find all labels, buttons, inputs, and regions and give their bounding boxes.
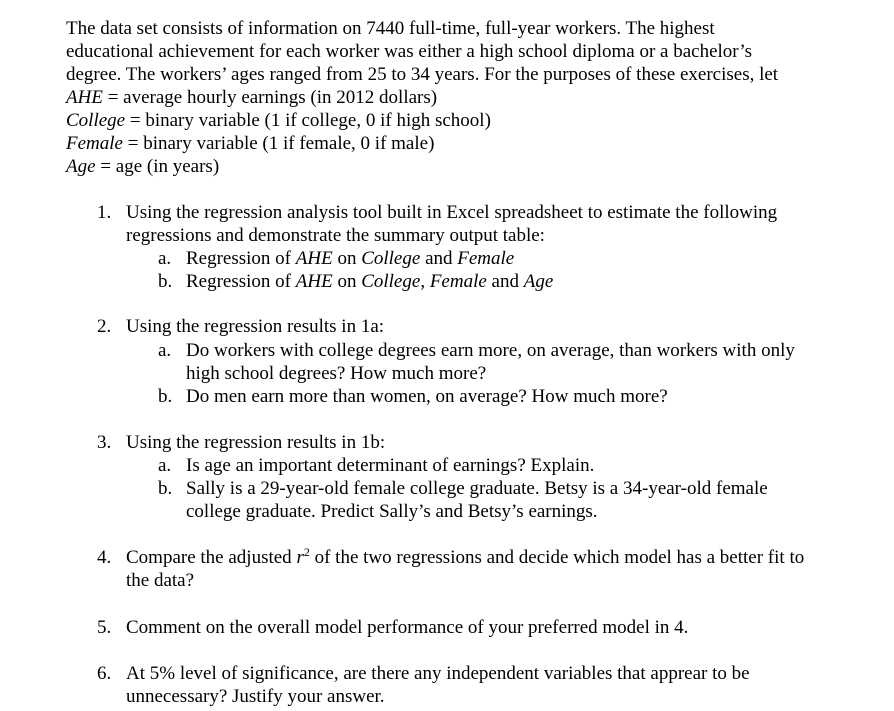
- question-1b-text: [186, 271, 553, 294]
- definition-ahe: [66, 87, 437, 110]
- question-3b-text-line-2: college graduate. Predict Sally’s and Betsy’s earnings.: [186, 501, 598, 522]
- definition-female: [66, 133, 434, 156]
- text-segment: ,: [420, 271, 430, 292]
- variable-description: = binary variable (1 if female, 0 if male): [122, 133, 435, 154]
- question-3-text: Using the regression results in 1b:: [126, 432, 386, 453]
- question-1b-label: b.: [158, 271, 173, 292]
- variable-name: AHE: [66, 87, 103, 108]
- question-2-text: Using the regression results in 1a:: [126, 316, 385, 337]
- text-segment: on: [332, 271, 362, 292]
- question-1a-label: a.: [158, 248, 172, 269]
- question-2a-text-line-2: high school degrees? How much more?: [186, 363, 487, 384]
- question-2a-text-line-1: Do workers with college degrees earn more, on average, than workers with only: [186, 340, 795, 361]
- variable-name: College: [361, 271, 421, 292]
- text-segment: and: [486, 271, 524, 292]
- intro-line-2: educational achievement for each worker was either a high school diploma or a bachelor’s: [66, 41, 753, 62]
- question-1-text-line-1: Using the regression analysis tool built in Excel spreadsheet to estimate the following: [126, 202, 778, 223]
- question-4-text-line-2: the data?: [126, 570, 195, 591]
- text-segment: of the two regressions and decide which model has a better fit to: [309, 547, 805, 568]
- question-1-text-line-2: regressions and demonstrate the summary output table:: [126, 225, 545, 246]
- question-2b-label: b.: [158, 386, 173, 407]
- question-1-number: 1.: [97, 202, 112, 223]
- text-segment: Regression of: [186, 248, 296, 269]
- variable-name: AHE: [295, 271, 333, 292]
- question-3b-text-line-1: Sally is a 29-year-old female college graduate. Betsy is a 34-year-old female: [186, 478, 768, 499]
- variable-description: = binary variable (1 if college, 0 if high school): [125, 110, 491, 131]
- text-segment: Compare the adjusted: [126, 547, 297, 568]
- question-3a-text: Is age an important determinant of earnings? Explain.: [186, 455, 595, 476]
- intro-line-3: degree. The workers’ ages ranged from 25 to 34 years. For the purposes of these exercises, let: [66, 64, 779, 85]
- variable-name: Age: [66, 156, 96, 177]
- text-segment: Regression of: [186, 271, 296, 292]
- text-segment: and: [420, 248, 458, 269]
- question-4-number: 4.: [97, 547, 112, 568]
- question-4-text-line-1: [126, 547, 804, 570]
- question-3-number: 3.: [97, 432, 112, 453]
- question-2a-label: a.: [158, 340, 172, 361]
- intro-line-1: The data set consists of information on 7440 full-time, full-year workers. The highest: [66, 18, 715, 39]
- variable-description: = average hourly earnings (in 2012 dollars): [102, 87, 438, 108]
- question-6-number: 6.: [97, 663, 112, 684]
- variable-name: Female: [457, 248, 515, 269]
- question-3a-label: a.: [158, 455, 172, 476]
- variable-name: Female: [66, 133, 123, 154]
- question-6-text-line-2: unnecessary? Justify your answer.: [126, 686, 385, 707]
- variable-name: College: [361, 248, 421, 269]
- variable-description: = age (in years): [95, 156, 220, 177]
- variable-name: College: [66, 110, 126, 131]
- superscript: 2: [303, 545, 310, 559]
- question-6-text-line-1: At 5% level of significance, are there any independent variables that apprear to be: [126, 663, 750, 684]
- question-1a-text: [186, 248, 514, 271]
- question-5-number: 5.: [97, 617, 112, 638]
- question-2-number: 2.: [97, 316, 112, 337]
- variable-name: Age: [523, 271, 554, 292]
- question-3b-label: b.: [158, 478, 173, 499]
- variable-name: r: [296, 547, 304, 568]
- variable-name: AHE: [295, 248, 333, 269]
- definition-age: [66, 156, 219, 179]
- definition-college: [66, 110, 491, 133]
- question-5-text: Comment on the overall model performance of your preferred model in 4.: [126, 617, 689, 638]
- question-2b-text: Do men earn more than women, on average? How much more?: [186, 386, 668, 407]
- text-segment: on: [332, 248, 362, 269]
- variable-name: Female: [429, 271, 487, 292]
